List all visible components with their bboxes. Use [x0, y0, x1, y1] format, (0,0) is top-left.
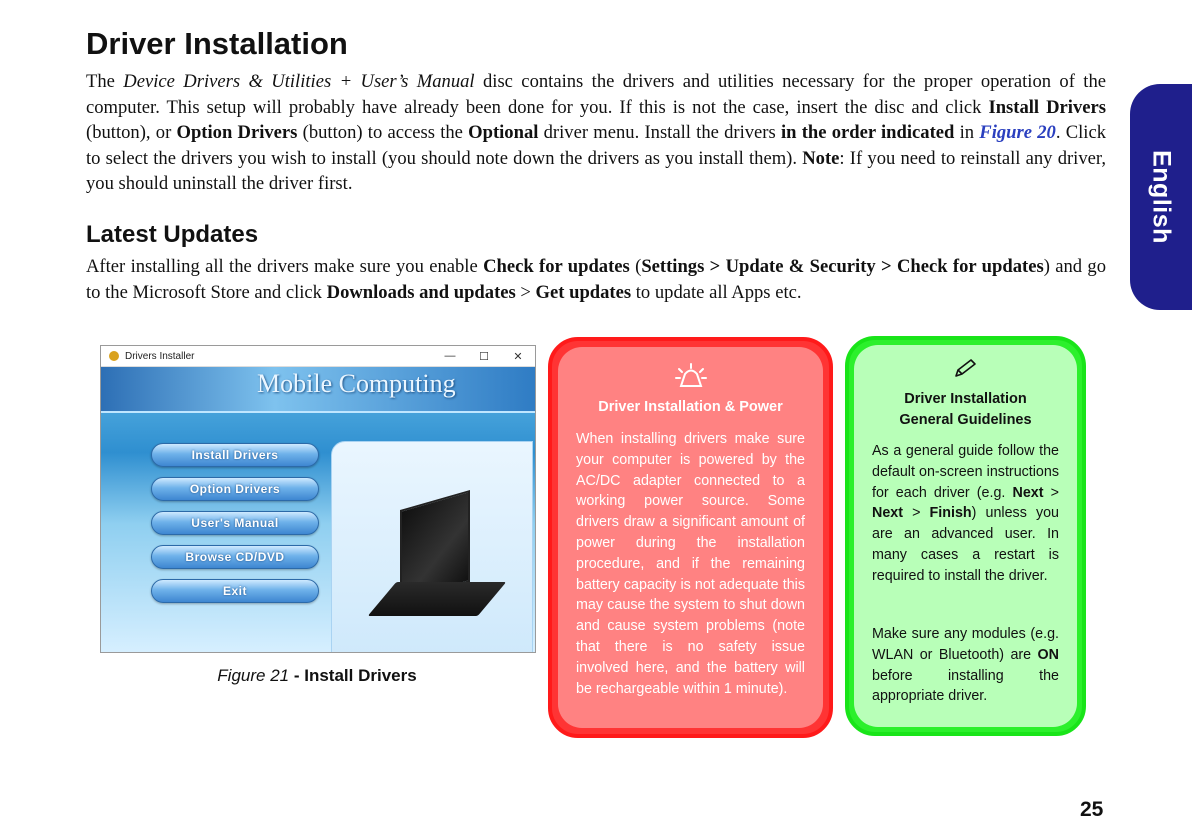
maximize-icon[interactable]: ☐ [479, 350, 489, 363]
laptop-base-image [368, 582, 507, 616]
guidelines-box [845, 336, 1086, 736]
installer-banner [101, 367, 535, 411]
guidelines-text-1: As a general guide follow the default on-screen instructions for each driver (e.g. Next > Next > Finish) unless you are an advanced user. In many cases a restart is required to install the driver. [872, 443, 1059, 584]
language-tab-label: English [1147, 150, 1176, 244]
exit-button[interactable]: Exit [151, 579, 319, 603]
laptop-photo-panel [331, 441, 533, 653]
users-manual-button[interactable]: User's Manual [151, 511, 319, 535]
figure-caption: Figure 21 - Install Drivers [217, 666, 417, 685]
power-warning-title: Driver Installation & Power [598, 399, 783, 415]
guidelines-title: Driver Installation General Guidelines [899, 391, 1032, 428]
minimize-icon[interactable]: — [444, 349, 456, 362]
driver-installation-paragraph: The Device Drivers & Utilities + User’s Manual disc contains the drivers and utilities necessary for the proper operation of the computer. This setup will probably have already been done for you. If this is not the case, insert the disc and click Install Drivers (button), or Option Drivers (button) to access the Optional driver menu. Install the drivers in the order indicated in Figure 20. Click to select the drivers you wish to install (you should note down the drivers as you install them). Note: If you need to reinstall any driver, you should uninstall the driver first. [86, 71, 1106, 195]
warning-bomb-icon [673, 361, 709, 391]
page-number: 25 [1080, 798, 1104, 821]
option-drivers-button[interactable]: Option Drivers [151, 477, 319, 501]
close-icon[interactable]: ✕ [513, 350, 523, 363]
guidelines-inner [854, 345, 1077, 727]
browse-cd-dvd-button[interactable]: Browse CD/DVD [151, 545, 319, 569]
installer-body [101, 367, 535, 652]
section-title-driver-installation: Driver Installation [86, 26, 348, 61]
section-title-latest-updates: Latest Updates [86, 221, 259, 248]
banner-divider [101, 411, 535, 413]
power-warning-text: When installing drivers make sure your computer is powered by the AC/DC adapter connected to a working power source. Some drivers draw a significant amount of power during the installation procedure, and if the remaining battery capacity is not adequate this may cause the system to shut down and cause system problems (note that there is no safety issue involved here, and the battery will be rechargeable within 1 minute). [576, 431, 805, 697]
latest-updates-paragraph: After installing all the drivers make sure you enable Check for updates (Settings > Update & Security > Check for updates) and go to the Microsoft Store and click Downloads and updates > Get updates to update all Apps etc. [86, 256, 1106, 303]
language-tab[interactable] [1130, 84, 1192, 310]
guidelines-text-2: Make sure any modules (e.g. WLAN or Bluetooth) are ON before installing the appropriate driver. [872, 626, 1059, 705]
installer-window-title: Drivers Installer [125, 350, 195, 362]
power-warning-inner [558, 347, 823, 728]
install-drivers-button[interactable]: Install Drivers [151, 443, 319, 467]
power-warning-box [548, 337, 833, 738]
pencil-icon [953, 357, 979, 379]
installer-titlebar [101, 346, 535, 367]
banner-logo-text: Mobile Computing [257, 369, 456, 398]
app-icon [109, 351, 119, 361]
drivers-installer-screenshot [100, 345, 536, 653]
figure-20-link[interactable]: Figure 20 [979, 122, 1056, 144]
